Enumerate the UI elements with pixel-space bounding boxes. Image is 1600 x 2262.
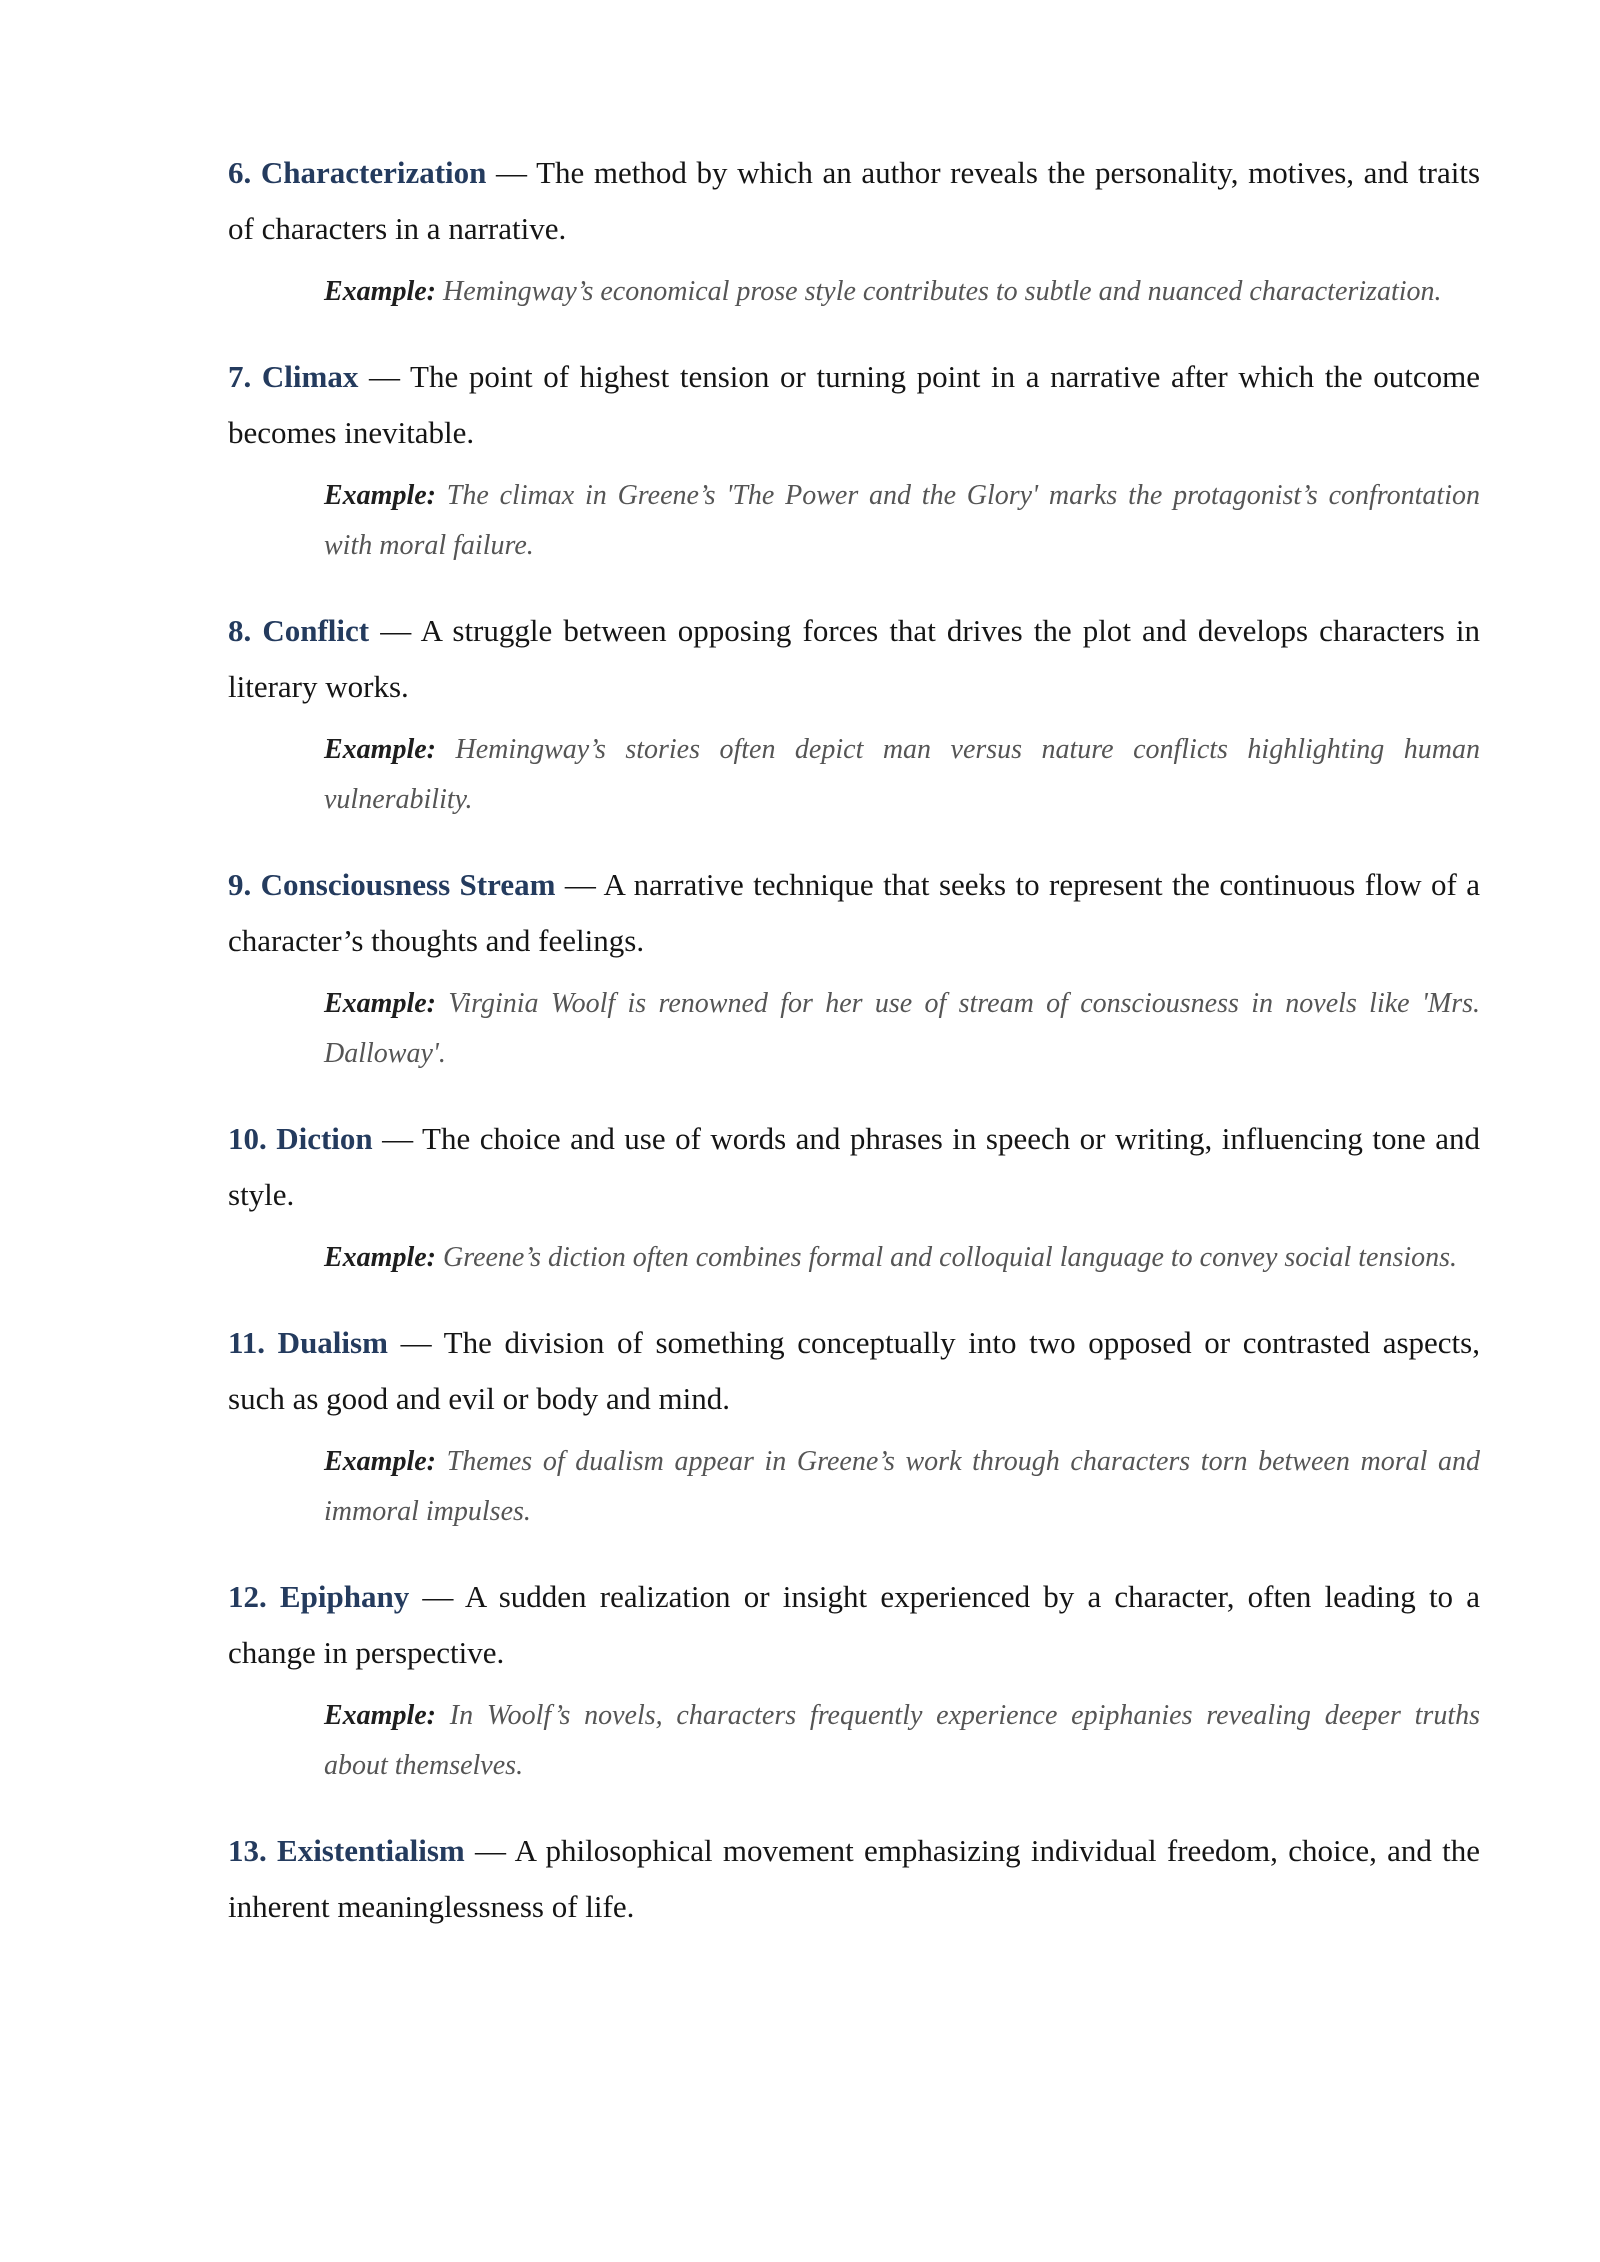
em-dash: — [380,613,412,648]
term-title: 6. Characterization [228,155,487,190]
definition-paragraph [228,1111,1480,1223]
example-paragraph [324,725,1480,825]
glossary-entry-existentialism [228,1823,1480,1935]
term-title: 10. Diction [228,1121,373,1156]
definition-paragraph [228,1569,1480,1681]
definition-text: A sudden realization or insight experienced by a character, often leading to a change in perspective. [228,1579,1481,1670]
em-dash: — [422,1579,454,1614]
em-dash: — [564,867,596,902]
glossary-entry-climax [228,349,1480,571]
example-paragraph [324,1691,1480,1791]
example-text: In Woolf’s novels, characters frequently experience epiphanies revealing deeper truths about themselves. [324,1700,1480,1781]
glossary-entry-epiphany [228,1569,1480,1791]
em-dash: — [496,155,528,190]
example-label: Example: [324,988,436,1019]
em-dash: — [400,1325,432,1360]
example-text: Virginia Woolf is renowned for her use of stream of consciousness in novels like 'Mrs. Dalloway'. [324,988,1481,1069]
definition-text: The choice and use of words and phrases in speech or writing, influencing tone and style. [228,1121,1480,1212]
definition-paragraph [228,1823,1480,1935]
example-paragraph [324,471,1480,571]
example-label: Example: [324,1242,436,1273]
term-title: 9. Consciousness Stream [228,867,556,902]
definition-paragraph [228,145,1480,257]
definition-text: A narrative technique that seeks to represent the continuous flow of a character’s thoughts and feelings. [228,867,1480,958]
definition-paragraph [228,349,1480,461]
definition-text: The point of highest tension or turning point in a narrative after which the outcome becomes inevitable. [228,359,1481,450]
glossary-entry-characterization [228,145,1480,317]
example-text: The climax in Greene’s 'The Power and the Glory' marks the protagonist’s confrontation with moral failure. [324,480,1480,561]
glossary-page [228,145,1480,1967]
glossary-entry-diction [228,1111,1480,1283]
term-title: 8. Conflict [228,613,370,648]
term-title: 13. Existentialism [228,1833,465,1868]
example-label: Example: [324,1446,436,1477]
example-label: Example: [324,1700,436,1731]
term-title: 11. Dualism [228,1325,388,1360]
term-title: 12. Epiphany [228,1579,410,1614]
example-paragraph [324,267,1480,317]
definition-paragraph [228,1315,1480,1427]
example-text: Hemingway’s stories often depict man versus nature conflicts highlighting human vulnerability. [324,734,1481,815]
example-text: Greene’s diction often combines formal and colloquial language to convey social tensions. [443,1242,1458,1273]
term-title: 7. Climax [228,359,359,394]
em-dash: — [368,359,400,394]
glossary-entry-dualism [228,1315,1480,1537]
example-label: Example: [324,734,436,765]
definition-text: The method by which an author reveals the personality, motives, and traits of characters in a narrative. [228,155,1481,246]
definition-text: The division of something conceptually into two opposed or contrasted aspects, such as good and evil or body and mind. [228,1325,1480,1416]
definition-text: A struggle between opposing forces that drives the plot and develops characters in literary works. [228,613,1481,704]
definition-paragraph [228,603,1480,715]
example-text: Themes of dualism appear in Greene’s work through characters torn between moral and immoral impulses. [324,1446,1481,1527]
example-paragraph [324,979,1480,1079]
example-paragraph [324,1233,1480,1283]
example-label: Example: [324,276,436,307]
example-text: Hemingway’s economical prose style contributes to subtle and nuanced characterization. [443,276,1442,307]
em-dash: — [475,1833,507,1868]
example-paragraph [324,1437,1480,1537]
glossary-entry-consciousness-stream [228,857,1480,1079]
glossary-entry-conflict [228,603,1480,825]
definition-text: A philosophical movement emphasizing individual freedom, choice, and the inherent meaninglessness of life. [228,1833,1480,1924]
example-label: Example: [324,480,436,511]
em-dash: — [382,1121,414,1156]
definition-paragraph [228,857,1480,969]
